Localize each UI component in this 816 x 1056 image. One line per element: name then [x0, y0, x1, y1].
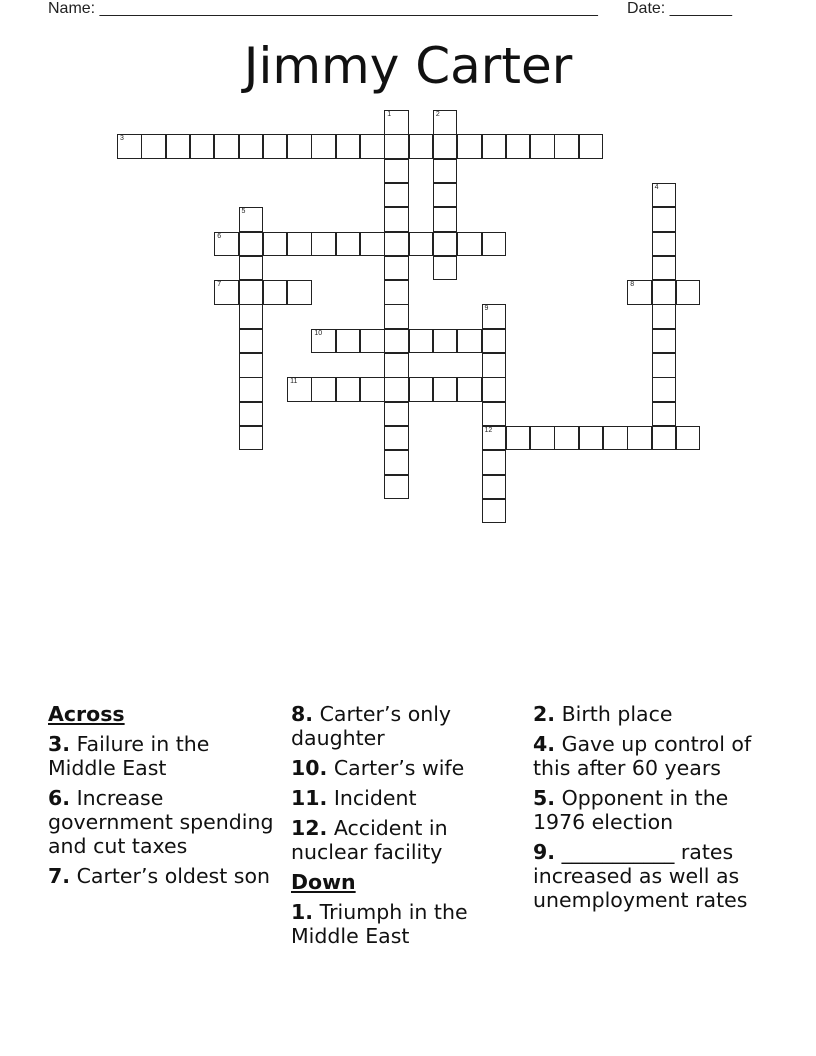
crossword-cell[interactable] [239, 207, 264, 232]
crossword-cell[interactable] [239, 304, 264, 329]
clue-down-2 [533, 702, 768, 726]
crossword-cell[interactable] [336, 329, 361, 354]
crossword-cell[interactable] [409, 329, 434, 354]
crossword-cell[interactable] [457, 134, 482, 159]
crossword-cell[interactable] [433, 256, 458, 281]
clue-number: 6. [48, 786, 71, 810]
crossword-cell[interactable] [433, 207, 458, 232]
clue-text: Gave up control of this after 60 years [533, 732, 752, 780]
cell-number: 3 [120, 135, 124, 143]
crossword-cell[interactable] [579, 134, 604, 159]
clue-across-8 [291, 702, 526, 750]
clue-number: 7. [48, 864, 71, 888]
crossword-cell[interactable] [384, 110, 409, 135]
clue-down-1 [291, 900, 526, 948]
crossword-cell[interactable] [190, 134, 215, 159]
crossword-cell[interactable] [652, 232, 677, 257]
crossword-cell[interactable] [239, 232, 264, 257]
clue-text: Increase government spending and cut taxes [48, 786, 274, 858]
crossword-cell[interactable] [263, 280, 288, 305]
clue-text: Birth place [561, 702, 673, 726]
clue-number: 3. [48, 732, 71, 756]
crossword-cell[interactable] [409, 134, 434, 159]
crossword-cell[interactable] [360, 134, 385, 159]
cell-number: 2 [435, 111, 440, 118]
crossword-cell[interactable] [384, 304, 409, 329]
clue-number: 5. [533, 786, 556, 810]
crossword-cell[interactable] [239, 134, 264, 159]
crossword-cell[interactable] [433, 134, 458, 159]
clue-number: 2. [533, 702, 556, 726]
clue-text: ___________ rates increased as well as unemployment rates [533, 840, 748, 912]
cell-number: 9 [484, 305, 489, 313]
crossword-cell[interactable] [482, 353, 507, 378]
crossword-cell[interactable] [652, 304, 677, 329]
crossword-cell[interactable] [336, 377, 361, 402]
crossword-cell[interactable] [311, 377, 336, 402]
crossword-cell[interactable] [652, 256, 677, 281]
crossword-cell[interactable] [287, 232, 312, 257]
crossword-cell[interactable] [652, 183, 677, 208]
clue-column-1 [48, 702, 283, 894]
crossword-cell[interactable] [627, 426, 652, 451]
crossword-cell[interactable] [433, 329, 458, 354]
crossword-cell[interactable] [457, 232, 482, 257]
clue-text: Failure in the Middle East [48, 732, 210, 780]
crossword-cell[interactable] [384, 134, 409, 159]
crossword-cell[interactable] [482, 232, 507, 257]
clue-number: 8. [291, 702, 314, 726]
crossword-cell[interactable] [360, 377, 385, 402]
clue-number: 1. [291, 900, 314, 924]
crossword-cell[interactable] [652, 353, 677, 378]
crossword-cell[interactable] [676, 280, 701, 305]
crossword-cell[interactable] [384, 280, 409, 305]
crossword-cell[interactable] [287, 280, 312, 305]
clue-text: Accident in nuclear facility [291, 816, 448, 864]
crossword-cell[interactable] [652, 426, 677, 451]
across-heading: Across [48, 702, 125, 726]
crossword-cell[interactable] [530, 134, 555, 159]
page-title: Jimmy Carter [243, 37, 573, 95]
clue-down-5 [533, 786, 768, 834]
clue-text: Triumph in the Middle East [291, 900, 468, 948]
crossword-cell[interactable] [433, 232, 458, 257]
crossword-cell[interactable] [554, 134, 579, 159]
crossword-cell[interactable] [141, 134, 166, 159]
crossword-cell[interactable] [239, 426, 264, 451]
crossword-cell[interactable] [311, 329, 336, 354]
crossword-cell[interactable] [239, 377, 264, 402]
crossword-cell[interactable] [482, 304, 507, 329]
crossword-cell[interactable] [652, 207, 677, 232]
clue-text: Opponent in the 1976 election [533, 786, 729, 834]
crossword-cell[interactable] [384, 426, 409, 451]
crossword-cell[interactable] [214, 280, 239, 305]
crossword-cell[interactable] [409, 232, 434, 257]
crossword-cell[interactable] [433, 159, 458, 184]
crossword-cell[interactable] [239, 329, 264, 354]
crossword-cell[interactable] [239, 353, 264, 378]
clue-number: 11. [291, 786, 328, 810]
cell-number: 8 [630, 281, 635, 289]
crossword-cell[interactable] [384, 207, 409, 232]
cell-number: 4 [654, 183, 659, 191]
crossword-cell[interactable] [384, 256, 409, 281]
crossword-cell[interactable] [166, 134, 191, 159]
crossword-cell[interactable] [506, 426, 531, 451]
cell-number: 1 [387, 111, 392, 118]
crossword-cell[interactable] [214, 232, 239, 257]
crossword-cell[interactable] [360, 329, 385, 354]
crossword-cell[interactable] [384, 329, 409, 354]
crossword-cell[interactable] [384, 353, 409, 378]
crossword-cell[interactable] [482, 499, 507, 524]
crossword-cell[interactable] [603, 426, 628, 451]
clue-number: 9. [533, 840, 556, 864]
crossword-cell[interactable] [336, 134, 361, 159]
crossword-cell[interactable] [409, 377, 434, 402]
clue-column-2 [291, 702, 526, 954]
crossword-cell[interactable] [482, 134, 507, 159]
crossword-cell[interactable] [384, 159, 409, 184]
down-heading: Down [291, 870, 356, 894]
cell-number: 7 [217, 281, 222, 289]
crossword-cell[interactable] [239, 280, 264, 305]
crossword-cell[interactable] [239, 256, 264, 281]
clue-number: 4. [533, 732, 556, 756]
crossword-cell[interactable] [457, 377, 482, 402]
crossword-cell[interactable] [311, 232, 336, 257]
cell-number: 5 [241, 208, 246, 216]
crossword-cell[interactable] [433, 377, 458, 402]
clue-column-3 [533, 702, 768, 918]
crossword-cell[interactable] [530, 426, 555, 451]
crossword-cell[interactable] [457, 329, 482, 354]
clue-number: 10. [291, 756, 328, 780]
crossword-cell[interactable] [384, 475, 409, 500]
clue-text: Incident [333, 786, 417, 810]
crossword-cell[interactable] [482, 377, 507, 402]
crossword-cell[interactable] [482, 329, 507, 354]
clue-across-12 [291, 816, 526, 864]
clue-text: Carter’s only daughter [291, 702, 452, 750]
crossword-cell[interactable] [384, 402, 409, 427]
clue-text: Carter’s oldest son [76, 864, 271, 888]
crossword-cell[interactable] [652, 402, 677, 427]
crossword-cell[interactable] [482, 402, 507, 427]
crossword-cell[interactable] [384, 232, 409, 257]
crossword-cell[interactable] [676, 426, 701, 451]
crossword-cell[interactable] [214, 134, 239, 159]
crossword-cell[interactable] [287, 134, 312, 159]
crossword-cell[interactable] [652, 377, 677, 402]
crossword-cell[interactable] [652, 329, 677, 354]
clue-across-7 [48, 864, 283, 888]
crossword-cell[interactable] [627, 280, 652, 305]
name-field-label: Name: ________________________________________________________ [48, 0, 598, 17]
crossword-cell[interactable] [311, 134, 336, 159]
crossword-cell[interactable] [384, 183, 409, 208]
crossword-cell[interactable] [360, 232, 385, 257]
crossword-cell[interactable] [506, 134, 531, 159]
crossword-cell[interactable] [433, 110, 458, 135]
crossword-cell[interactable] [482, 426, 507, 451]
crossword-cell[interactable] [287, 377, 312, 402]
cell-number: 11 [290, 378, 298, 386]
clue-across-10 [291, 756, 526, 780]
crossword-cell[interactable] [384, 377, 409, 402]
clue-across-3 [48, 732, 283, 780]
crossword-cell[interactable] [117, 134, 142, 159]
clue-across-6 [48, 786, 283, 858]
crossword-cell[interactable] [652, 280, 677, 305]
crossword-cell[interactable] [336, 232, 361, 257]
clue-text: Carter’s wife [333, 756, 465, 780]
crossword-cell[interactable] [384, 450, 409, 475]
cell-number: 12 [484, 426, 493, 434]
clue-across-11 [291, 786, 526, 810]
crossword-cell[interactable] [554, 426, 579, 451]
crossword-cell[interactable] [263, 134, 288, 159]
crossword-cell[interactable] [263, 232, 288, 257]
crossword-cell[interactable] [239, 402, 264, 427]
crossword-cell[interactable] [482, 475, 507, 500]
date-field-label: Date: _______ [627, 0, 732, 17]
crossword-cell[interactable] [482, 450, 507, 475]
clue-down-4 [533, 732, 768, 780]
clue-down-9 [533, 840, 768, 912]
cell-number: 10 [314, 329, 323, 337]
crossword-cell[interactable] [579, 426, 604, 451]
clue-number: 12. [291, 816, 328, 840]
cell-number: 6 [217, 232, 222, 240]
crossword-cell[interactable] [433, 183, 458, 208]
